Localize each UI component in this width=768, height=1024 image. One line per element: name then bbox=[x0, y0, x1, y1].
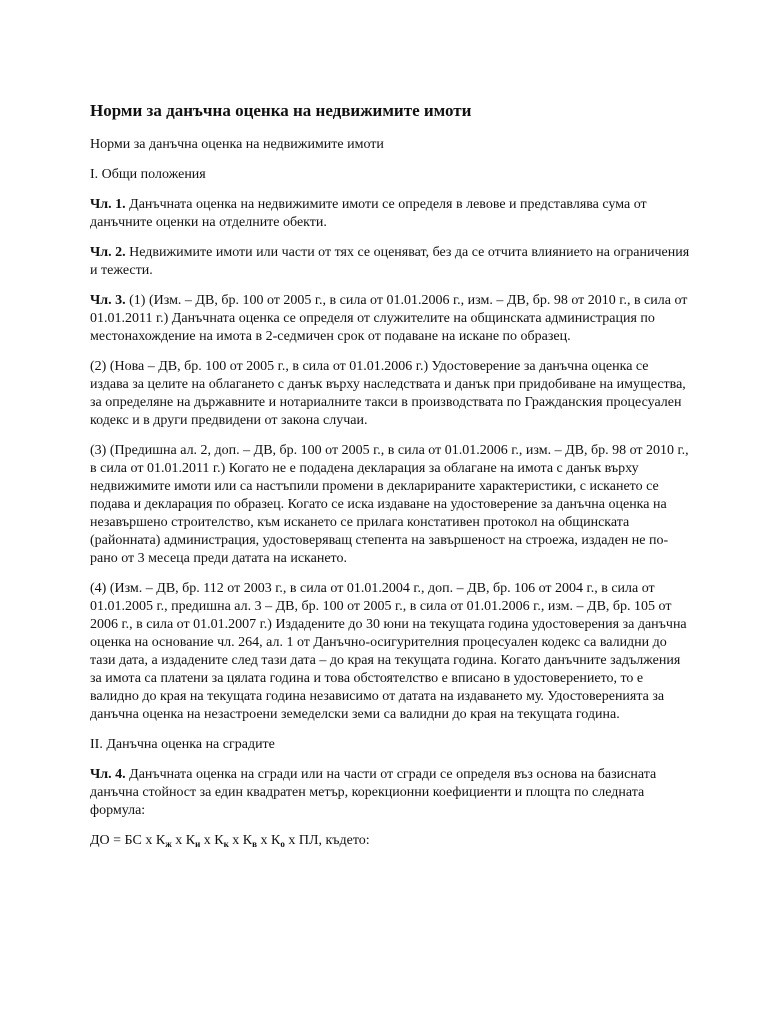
article-1-text: Данъчната оценка на недвижимите имоти се определя в левове и представлява сума от данъчните оценки на отделните обекти. bbox=[90, 197, 647, 230]
document-subtitle: Норми за данъчна оценка на недвижимите имоти bbox=[90, 137, 384, 152]
article-2-label: Чл. 2. bbox=[90, 245, 126, 260]
document-body bbox=[90, 100, 690, 865]
article-4-text: Данъчната оценка на сгради или на части от сгради се определя въз основа на базисната данъчна стойност за един квадратен метър, корекционни коефициенти и площта по следната формула: bbox=[90, 767, 657, 818]
section-heading-buildings: II. Данъчна оценка на сградите bbox=[90, 737, 275, 752]
formula-part: х ПЛ, където: bbox=[284, 833, 370, 848]
tax-formula bbox=[90, 832, 690, 853]
article-3 bbox=[90, 292, 690, 346]
article-3-paragraph-4: (4) (Изм. – ДВ, бр. 112 от 2003 г., в сила от 01.01.2004 г., доп. – ДВ, бр. 106 от 2004 г., в сила от 01.01.2005 г., предишна ал. 3 – ДВ, бр. 100 от 2005 г., в сила от 01.01.2006 г., изм. – ДВ, бр. 105 от 2006 г., в сила от 01.01.2007 г.) Издадените до 30 юни на текущата година удостоверения за данъчна оценка на основание чл. 264, ал. 1 от Данъчно-осигурителния процесуален кодекс са валидни до тази дата, а издадените след тази дата – до края на текущата година. Когато данъчните задължения за имота са платени за цялата година и това обстоятелство е вписано в удостоверението, то е валидно до края на текущата година независимо от датата на издаването му. Удостоверенията за данъчна оценка на незастроени земеделски земи са валидни до края на текущата година. bbox=[90, 581, 687, 722]
article-3-paragraph-3: (3) (Предишна ал. 2, доп. – ДВ, бр. 100 от 2005 г., в сила от 01.01.2006 г., изм. – ДВ, бр. 98 от 2010 г., в сила от 01.01.2011 г.) Когато не е подадена декларация за облагане на имота с данък върху недвижимите имоти или са настъпили промени в декларираните характеристики, с искането се подава и декларация по образец. Когато се иска издаване на удостоверение за данъчна оценка на незавършено строителство, към искането се прилага констативен протокол на общинската (районната) администрация, удостоверяващ степента на завършеност на строежа, издаден не по-рано от 3 месеца преди датата на искането. bbox=[90, 443, 689, 566]
formula-part: х К bbox=[171, 833, 196, 848]
formula-part: х К bbox=[228, 833, 253, 848]
formula-subscript: к bbox=[223, 839, 229, 849]
article-4 bbox=[90, 766, 690, 820]
document-title: Норми за данъчна оценка на недвижимите имоти bbox=[90, 101, 472, 120]
article-3-label: Чл. 3. bbox=[90, 293, 126, 308]
formula-part: х К bbox=[257, 833, 281, 848]
article-1 bbox=[90, 196, 690, 232]
formula-subscript: о bbox=[280, 839, 285, 849]
article-2 bbox=[90, 244, 690, 280]
formula-part: х К bbox=[200, 833, 224, 848]
article-4-label: Чл. 4. bbox=[90, 767, 126, 782]
formula-subscript: и bbox=[195, 839, 201, 849]
article-3-text: (1) (Изм. – ДВ, бр. 100 от 2005 г., в сила от 01.01.2006 г., изм. – ДВ, бр. 98 от 2010 г., в сила от 01.01.2011 г.) Данъчната оценка се определя от служителите на общинската администрация по местонахождение на имота в 2-седмичен срок от подаване на искане по образец. bbox=[90, 293, 688, 344]
formula-part: ДО = БС х К bbox=[90, 833, 166, 848]
section-heading-general: I. Общи положения bbox=[90, 167, 206, 182]
formula-subscript: в bbox=[252, 839, 257, 849]
formula-subscript: ж bbox=[165, 839, 172, 849]
article-2-text: Недвижимите имоти или части от тях се оценяват, без да се отчита влиянието на ограничения и тежести. bbox=[90, 245, 690, 278]
article-3-paragraph-2: (2) (Нова – ДВ, бр. 100 от 2005 г., в сила от 01.01.2006 г.) Удостоверение за данъчна оценка се издава за целите на облагането с данък върху наследствата и данък при придобиване на имущества, за определяне на държавните и нотариалните такси в производствата по Гражданския процесуален кодекс и в други предвидени от закона случаи. bbox=[90, 359, 686, 428]
article-1-label: Чл. 1. bbox=[90, 197, 126, 212]
